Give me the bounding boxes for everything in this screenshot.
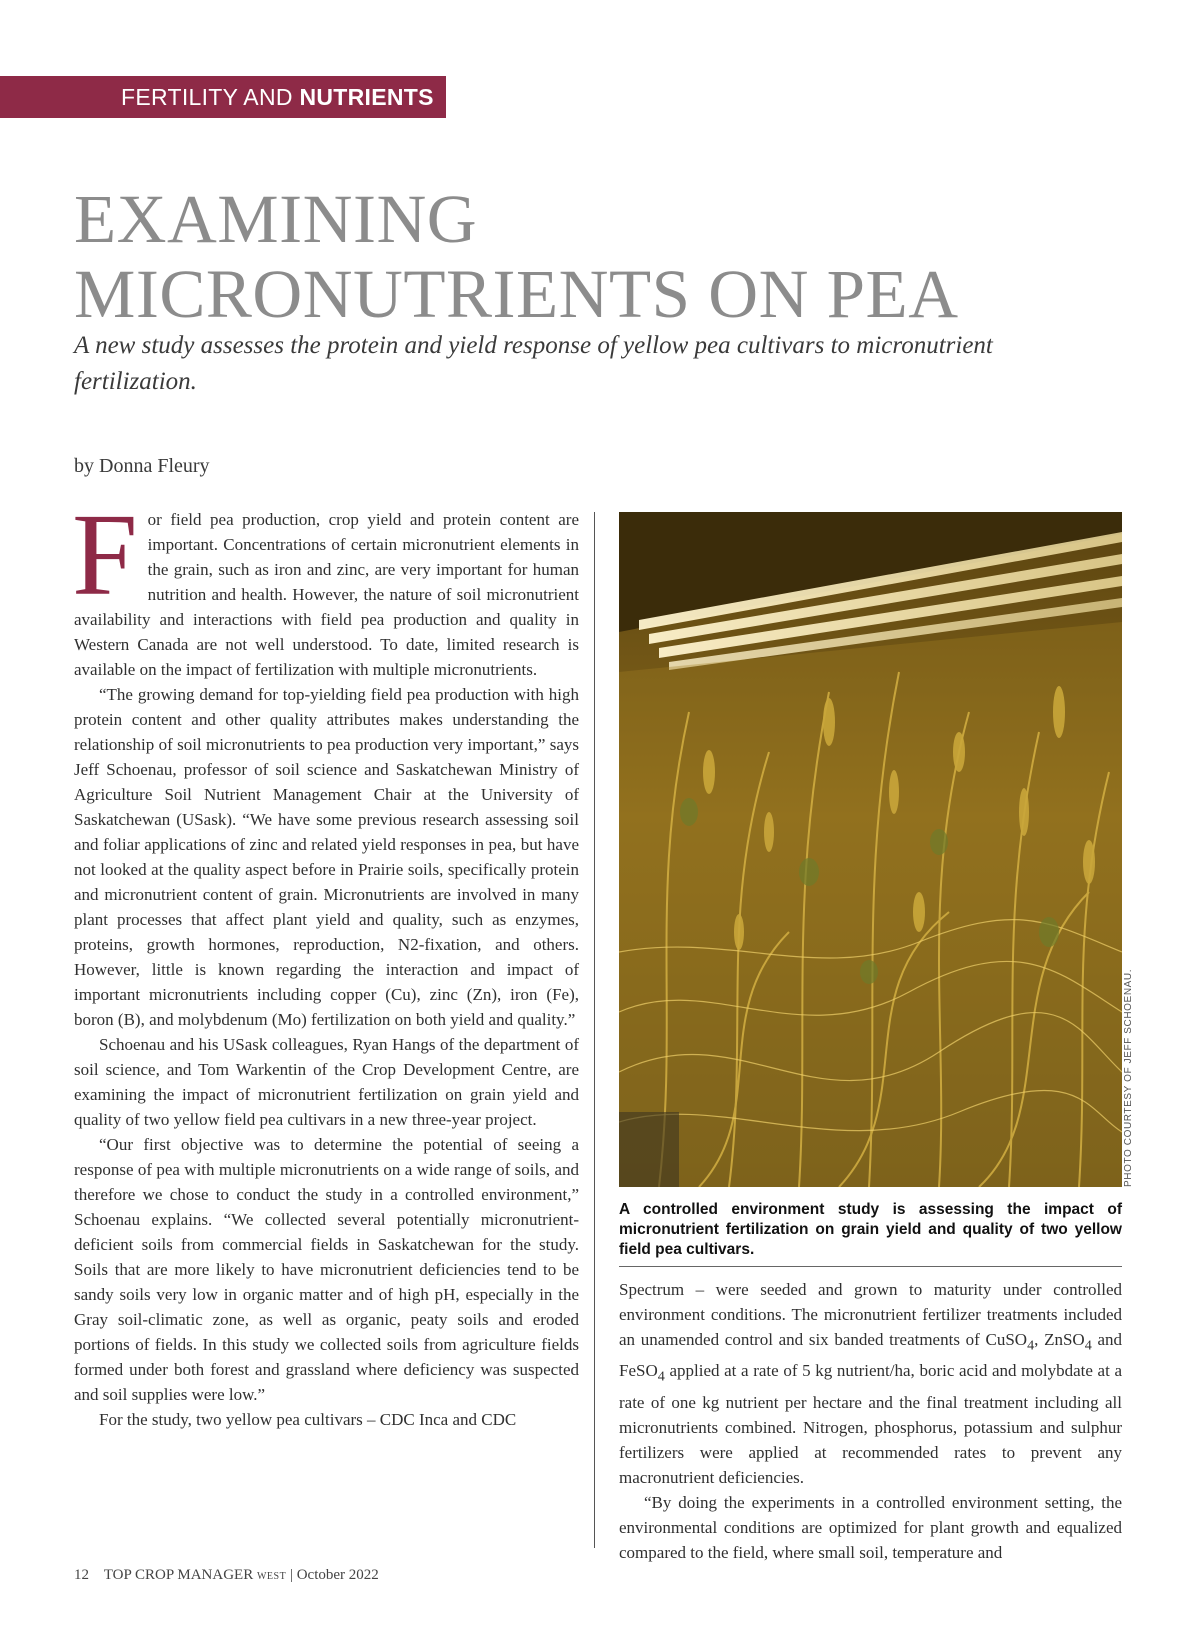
photo-credit: PHOTO COURTESY OF JEFF SCHOENAU. (1123, 968, 1134, 1187)
paragraph-text: or field pea production, crop yield and protein content are important. Concentrations of certain micronutrient elements in the grain, such as iron and zinc, are very important for human nutrition and health. However, the nature of soil micronutrient availability and interactions with field pea production and quality in Western Canada are not well understood. To date, limited research is available on the impact of fertilization with multiple micronutrients. (74, 510, 579, 679)
headline-line1: EXAMINING (74, 181, 478, 257)
left-column (72, 489, 579, 1432)
subscript: 4 (657, 1368, 665, 1385)
chem-cuso4: CuSO (985, 1330, 1028, 1349)
headline (74, 182, 959, 332)
paragraph (72, 489, 579, 682)
headline-line2: MICRONUTRIENTS ON PEA (74, 256, 959, 332)
footer-separator: | (289, 1567, 293, 1583)
paragraph-text: applied at a rate of 5 kg nutrient/ha, boric acid and molybdate at a rate of one kg nutrient per hectare and the final treatment including all micronutrients combined. Nitrogen, phosphorus, potassium and sulphur fertilizers were applied at recommended rates to prevent any macronutrient deficiencies. (619, 1361, 1122, 1487)
paragraph: “Our first objective was to determine the potential of seeing a response of pea with multiple micronutrients on a wide range of soils, and therefore we chose to conduct the study in a controlled environment,” Schoenau explains. “We collected several potentially micronutrient-deficient soils from commercial fields in Saskatchewan for the study. Soils that are more likely to have micronutrient deficiencies tend to be sandy soils very low in organic matter and of high pH, especially in the Gray soil-climatic zone, as well as organic, peaty soils and eroded portions of fields. In this study we collected soils from agriculture fields formed under both forest and grassland where deficiency was suspected and soil supplies were low.” (74, 1135, 579, 1404)
deck: A new study assesses the protein and yield response of yellow pea cultivars to micronutrient fertilization. (74, 332, 993, 395)
section-tag (0, 76, 446, 118)
photo-pea-plants (619, 512, 1122, 1187)
separator: , (1034, 1330, 1045, 1349)
magazine-name: TOP CROP MANAGER (103, 1567, 254, 1583)
separator: and (1091, 1330, 1123, 1349)
paragraph: Schoenau and his USask colleagues, Ryan Hangs of the department of soil science, and Tom Warkentin of the Crop Development Centre, are examining the impact of micronutrient fertilization on grain yield and quality of two yellow field pea cultivars in a new three-year project. (74, 1035, 579, 1129)
paragraph (619, 1277, 1122, 1490)
page-footer (74, 1567, 379, 1584)
paragraph: For the study, two yellow pea cultivars – CDC Inca and CDC (99, 1410, 517, 1429)
right-column (619, 1277, 1122, 1565)
photo-caption: A controlled environment study is assessing the impact of micronutrient fertilization on grain yield and quality of two yellow field pea cultivars. (619, 1201, 1122, 1258)
paragraph-text: Spectrum – were seeded and grown to maturity under controlled environment conditions. The micronutrient fertilizer treatments included an unamended control and six banded treatments of (619, 1280, 1122, 1349)
photo-illustration (619, 512, 1122, 1187)
magazine-edition: WEST (256, 1571, 287, 1582)
page-number: 12 (74, 1567, 89, 1583)
byline: by Donna Fleury (74, 455, 210, 477)
section-tag-plain: FERTILITY AND (121, 84, 300, 110)
section-tag-bold: NUTRIENTS (299, 84, 434, 110)
subscript: 4 (1084, 1337, 1092, 1354)
issue-date: October 2022 (296, 1567, 379, 1583)
column-divider (594, 512, 595, 1548)
paragraph: “By doing the experiments in a controlled environment setting, the environmental conditions are optimized for plant growth and equalized compared to the field, where small soil, temperature and (619, 1492, 1122, 1562)
chem-znso4: ZnSO (1044, 1330, 1085, 1349)
chem-feso4: FeSO (619, 1361, 658, 1381)
subscript: 4 (1027, 1337, 1035, 1354)
dropcap: F (72, 489, 138, 620)
paragraph: “The growing demand for top-yielding field pea production with high protein content and other quality attributes makes understanding the relationship of soil micronutrients to pea production very important,” says Jeff Schoenau, professor of soil science and Saskatchewan Ministry of Agriculture Soil Nutrient Management Chair at the University of Saskatchewan (USask). “We have some previous research assessing soil and foliar applications of zinc and related yield responses in pea, but have not looked at the quality aspect before in Prairie soils, specifically protein and micronutrient content of grain. Micronutrients are involved in many plant processes that affect plant yield and quality, such as enzymes, proteins, growth hormones, reproduction, N2-fixation, and others. However, little is known regarding the interaction and impact of important micronutrients including copper (Cu), zinc (Zn), iron (Fe), boron (B), and molybdenum (Mo) fertilization on both yield and quality.” (74, 685, 579, 1029)
caption-divider (619, 1266, 1122, 1267)
